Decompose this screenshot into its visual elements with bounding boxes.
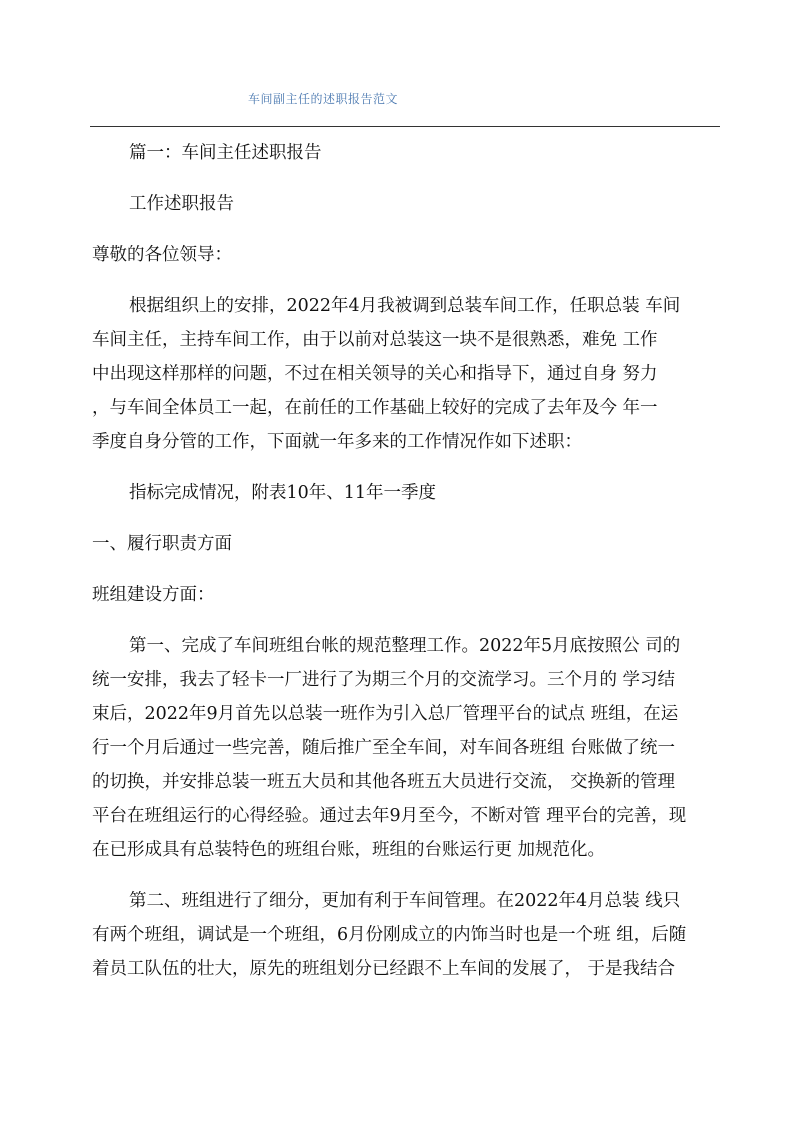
paragraph-line: 根据组织上的安排，2022年4月我被调到总装车间工作，任职总装 车间 bbox=[129, 296, 681, 316]
indicator-line: 指标完成情况，附表10年、11年一季度 bbox=[129, 483, 437, 503]
paragraph-line: ，与车间全体员工一起，在前任的工作基础上较好的完成了去年及今 年一 bbox=[92, 398, 658, 418]
section-heading: 一、履行职责方面 bbox=[92, 534, 232, 554]
paragraph-line: 束后，2022年9月首先以总装一班作为引入总厂管理平台的试点 班组，在运 bbox=[92, 704, 679, 724]
report-title: 工作述职报告 bbox=[129, 194, 234, 214]
paragraph-line: 统一安排，我去了轻卡一厂进行了为期三个月的交流学习。三个月的 学习结 bbox=[92, 670, 676, 690]
paragraph-first bbox=[92, 629, 720, 867]
paragraph-line: 着员工队伍的壮大，原先的班组划分已经跟不上车间的发展了， 于是我结合 bbox=[92, 959, 676, 979]
salutation: 尊敬的各位领导： bbox=[92, 245, 232, 265]
paragraph-second bbox=[92, 884, 720, 986]
paragraph-line: 在已形成具有总装特色的班组台账，班组的台账运行更 加规范化。 bbox=[92, 840, 606, 860]
paragraph-line: 行一个月后通过一些完善，随后推广至全车间，对车间各班组 台账做了统一 bbox=[92, 738, 676, 758]
paragraph-line: 的切换，并安排总装一班五大员和其他各班五大员进行交流， 交换新的管理 bbox=[92, 772, 676, 792]
paragraph-line: 第二、班组进行了细分，更加有利于车间管理。在2022年4月总装 线只 bbox=[129, 891, 681, 911]
running-header: 车间副主任的述职报告范文 bbox=[248, 92, 399, 106]
paragraph-line: 车间主任，主持车间工作，由于以前对总装这一块不是很熟悉，难免 工作 bbox=[92, 330, 658, 350]
paragraph-line: 有两个班组，调试是一个班组，6月份刚成立的内饰当时也是一个班 组，后随 bbox=[92, 925, 687, 945]
header-rule bbox=[90, 126, 720, 127]
document-body bbox=[92, 136, 720, 986]
subsection-heading: 班组建设方面： bbox=[92, 585, 215, 605]
paragraph-line: 季度自身分管的工作，下面就一年多来的工作情况作如下述职： bbox=[92, 432, 582, 452]
paragraph-intro bbox=[92, 289, 720, 459]
paragraph-line: 中出现这样那样的问题，不过在相关领导的关心和指导下，通过自身 努力 bbox=[92, 364, 658, 384]
part-title: 篇一：车间主任述职报告 bbox=[129, 143, 322, 163]
paragraph-line: 平台在班组运行的心得经验。通过去年9月至今，不断对管 理平台的完善，现 bbox=[92, 806, 687, 826]
paragraph-line: 第一、完成了车间班组台帐的规范整理工作。2022年5月底按照公 司的 bbox=[129, 636, 681, 656]
